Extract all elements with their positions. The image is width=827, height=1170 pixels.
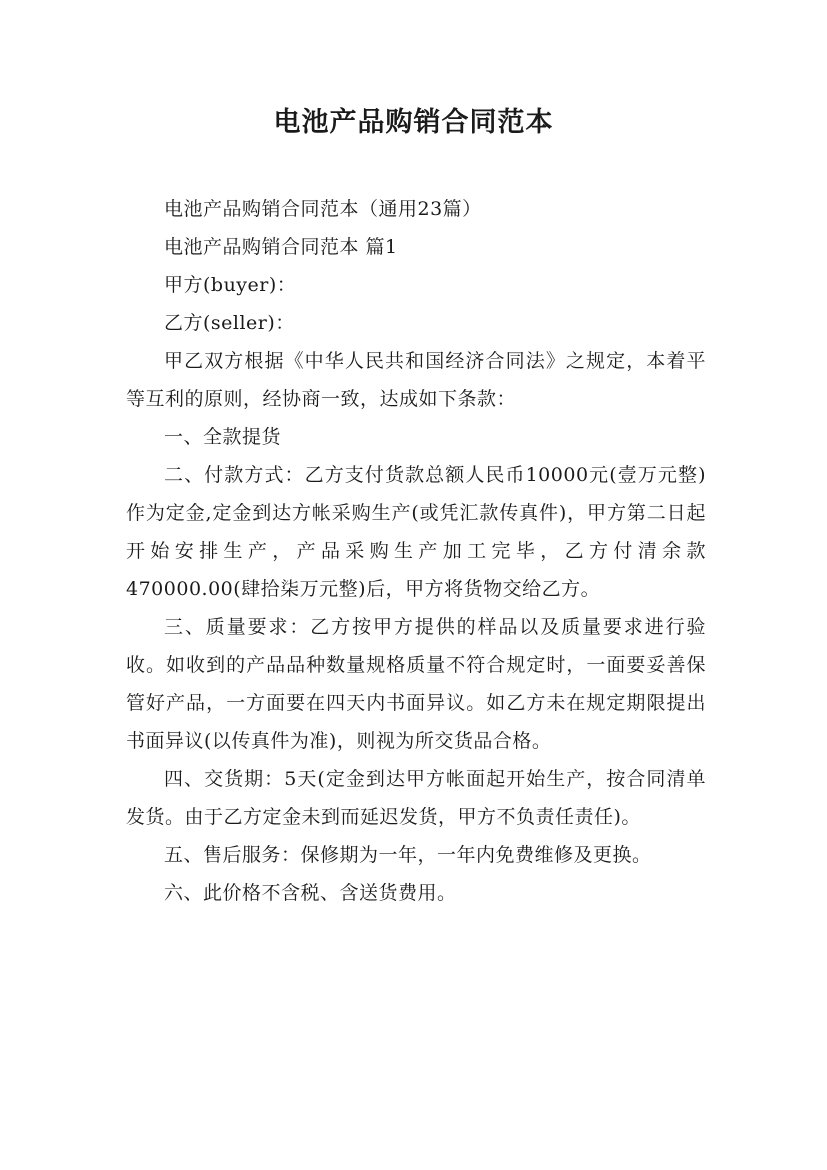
paragraph-preamble: 甲乙双方根据《中华人民共和国经济合同法》之规定，本着平等互利的原则，经协商一致，达成如下条款： xyxy=(126,350,706,410)
paragraph-subtitle: 电池产品购销合同范本（通用23篇） xyxy=(164,198,482,220)
paragraph-clause-2: 二、付款方式：乙方支付货款总额人民币10000元(壹万元整)作为定金,定金到达方帐采购生产(或凭汇款传真件)，甲方第二日起开始安排生产，产品采购生产加工完毕，乙方付清余款470000.00(肆拾柒万元整)后，甲方将货物交给乙方。 xyxy=(126,464,706,600)
paragraph-clause-4: 四、交货期：5天(定金到达甲方帐面起开始生产，按合同清单发货。由于乙方定金未到而延迟发货，甲方不负责任责任)。 xyxy=(126,768,706,828)
paragraph-clause-6: 六、此价格不含税、含送货费用。 xyxy=(164,882,457,904)
paragraph-party-a: 甲方(buyer)： xyxy=(164,274,297,296)
paragraph-clause-3: 三、质量要求：乙方按甲方提供的样品以及质量要求进行验收。如收到的产品品种数量规格质量不符合规定时，一面要妥善保管好产品，一方面要在四天内书面异议。如乙方未在规定期限提出书面异议(以传真件为准)，则视为所交货品合格。 xyxy=(126,616,706,752)
paragraph-clause-5: 五、售后服务：保修期为一年，一年内免费维修及更换。 xyxy=(164,844,652,866)
document-body xyxy=(126,190,706,912)
paragraph-party-b: 乙方(seller)： xyxy=(164,312,295,334)
paragraph-section-heading: 电池产品购销合同范本 篇1 xyxy=(164,236,398,258)
document-title: 电池产品购销合同范本 xyxy=(273,107,554,138)
paragraph-clause-1: 一、全款提货 xyxy=(164,426,282,448)
